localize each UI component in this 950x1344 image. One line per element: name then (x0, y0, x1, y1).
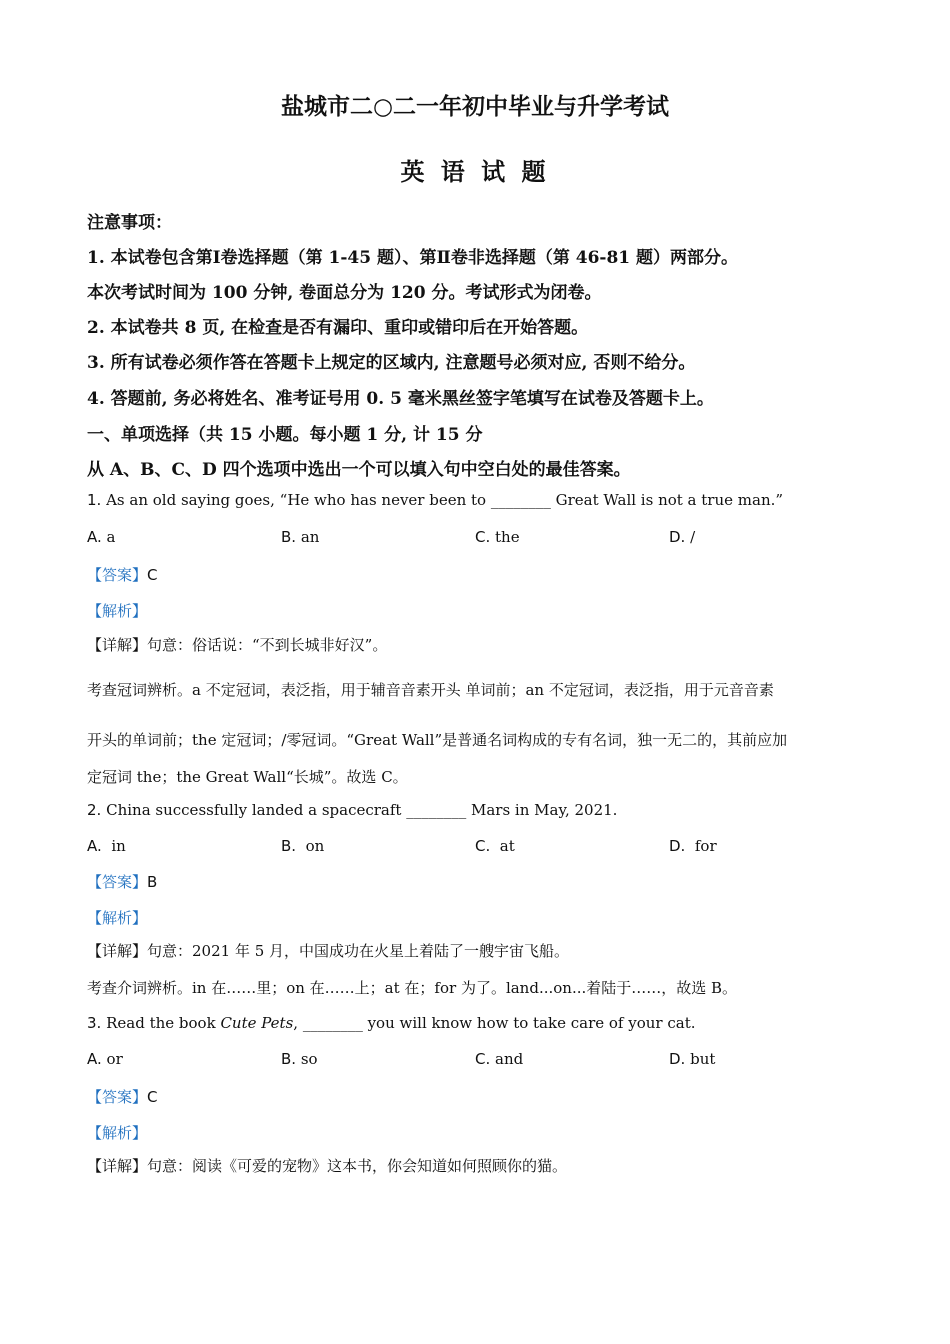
answer-line (87, 564, 158, 585)
detail-line: 【详解】句意：俗话说：“不到长城非好汉”。 (87, 636, 388, 654)
answer-label: 【答案】 (87, 566, 148, 584)
option-a: A. a (87, 528, 116, 546)
question-1 (87, 491, 783, 509)
analysis-label: 【解析】 (87, 1124, 148, 1142)
explain-line: 考查介词辨析。in 在……里；on 在……上；at 在；for 为了。land...on...着陆于……，故选 B。 (87, 979, 738, 997)
notice-heading: 注意事项： (87, 213, 172, 233)
analysis-label: 【解析】 (87, 909, 148, 927)
book-title: Cute Pets (220, 1014, 294, 1032)
option-d: D. for (669, 837, 717, 855)
answer-label: 【答案】 (87, 873, 148, 891)
explain-line: 开头的单词前；the 定冠词；/零冠词。“Great Wall”是普通名词构成的专有名词，独一无二的，其前应加 (87, 731, 788, 749)
question-number: 3. (87, 1014, 102, 1032)
notice-line: 1. 本试卷包含第Ⅰ卷选择题（第 1-45 题）、第Ⅱ卷非选择题（第 46-81 题）两部分。 (87, 248, 739, 268)
option-a: A. in (87, 837, 126, 855)
answer-line (87, 871, 157, 892)
question-3 (87, 1014, 696, 1032)
answer-value: C (147, 566, 158, 584)
option-c: C. and (475, 1050, 524, 1068)
detail-line: 【详解】句意：阅读《可爱的宠物》这本书，你会知道如何照顾你的猫。 (87, 1157, 568, 1175)
option-b: B. on (281, 837, 325, 855)
analysis-label: 【解析】 (87, 602, 148, 620)
explain-line: 考查冠词辨析。a 不定冠词，表泛指，用于辅音音素开头 单词前；an 不定冠词，表泛指，用于元音音素 (87, 681, 774, 699)
detail-line: 【详解】句意：2021 年 5 月，中国成功在火星上着陆了一艘宇宙飞船。 (87, 942, 570, 960)
notice-line: 3. 所有试卷必须作答在答题卡上规定的区域内, 注意题号必须对应, 否则不给分。 (87, 353, 696, 373)
answer-line (87, 1086, 158, 1107)
option-b: B. so (281, 1050, 318, 1068)
question-text: China successfully landed a spacecraft ________ Mars in May, 2021. (106, 801, 618, 819)
question-text: , ________ you will know how to take care of your cat. (293, 1014, 696, 1032)
option-c: C. at (475, 837, 515, 855)
answer-value: C (147, 1088, 158, 1106)
option-b: B. an (281, 528, 320, 546)
question-number: 1. (87, 491, 102, 509)
exam-subject: 英 语 试 题 (400, 157, 550, 186)
option-d: D. but (669, 1050, 716, 1068)
notice-line: 本次考试时间为 100 分钟, 卷面总分为 120 分。考试形式为闭卷。 (87, 283, 602, 303)
answer-label: 【答案】 (87, 1088, 148, 1106)
answer-value: B (147, 873, 158, 891)
question-text: Read the book (106, 1014, 221, 1032)
notice-line: 2. 本试卷共 8 页, 在检查是否有漏印、重印或错印后在开始答题。 (87, 318, 589, 338)
question-2 (87, 801, 617, 819)
section-instruction: 从 A、B、C、D 四个选项中选出一个可以填入句中空白处的最佳答案。 (87, 460, 631, 480)
question-text: As an old saying goes, “He who has never been to ________ Great Wall is not a true man.” (106, 491, 784, 509)
option-c: C. the (475, 528, 520, 546)
exam-title: 盐城市二○二一年初中毕业与升学考试 (280, 93, 670, 120)
option-a: A. or (87, 1050, 123, 1068)
section-title: 一、单项选择（共 15 小题。每小题 1 分, 计 15 分 (87, 425, 483, 445)
option-d: D. / (669, 528, 696, 546)
explain-line: 定冠词 the；the Great Wall“长城”。故选 C。 (87, 768, 408, 786)
question-number: 2. (87, 801, 102, 819)
notice-line: 4. 答题前, 务必将姓名、准考证号用 0. 5 毫米黑丝签字笔填写在试卷及答题卡上。 (87, 389, 714, 409)
